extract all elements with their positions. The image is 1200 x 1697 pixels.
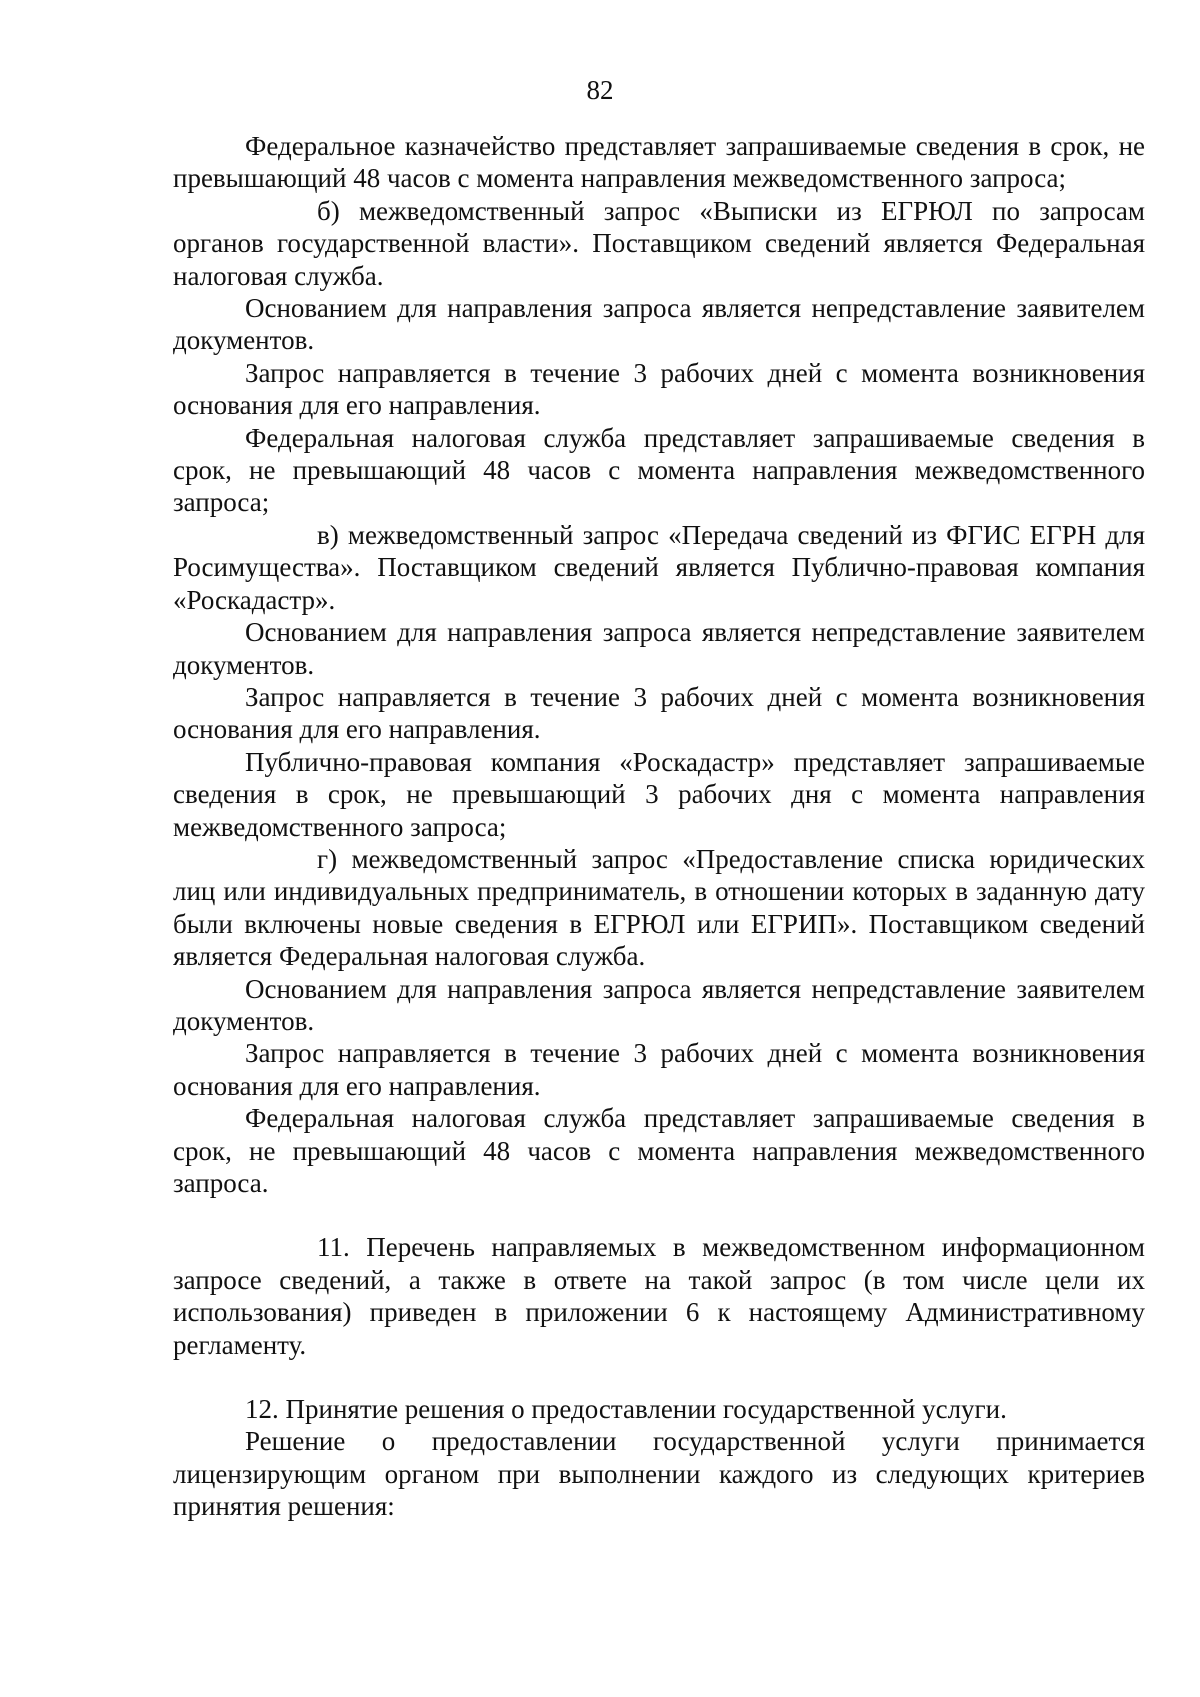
paragraph-text: Решение о предоставлении государственной услуги принимается лицензирующим органом при выполнении каждого из следующих критериев принятия решения: <box>173 1426 1145 1522</box>
paragraph-text: межведомственный запрос «Передача сведений из ФГИС ЕГРН для Росимущества». Поставщиком сведений является Публично-правовая компания «Роскадастр». <box>173 519 1146 615</box>
paragraph-text: Запрос направляется в течение 3 рабочих дней с момента возникновения основания для его направления. <box>173 681 1145 745</box>
paragraph-text: межведомственный запрос «Выписки из ЕГРЮЛ по запросам органов государственной власти». Поставщиком сведений является Федеральная налоговая служба. <box>173 195 1146 291</box>
paragraph-text: 12. Принятие решения о предоставлении государственной услуги. <box>245 1394 1007 1425</box>
section-number: 11. <box>317 1232 350 1263</box>
paragraph-list-item <box>173 843 1145 973</box>
paragraph-text: Основанием для направления запроса является непредставление заявителем документов. <box>173 617 1145 680</box>
list-item-label: б) <box>317 195 340 226</box>
paragraph-list-item <box>173 195 1145 292</box>
paragraph <box>173 616 1145 681</box>
paragraph <box>173 1102 1145 1199</box>
paragraph <box>173 681 1145 746</box>
section-paragraph-11 <box>173 1231 1145 1361</box>
paragraph-text: Запрос направляется в течение 3 рабочих дней с момента возникновения основания для его направления. <box>173 357 1145 421</box>
paragraph <box>173 292 1145 357</box>
paragraph-text: Федеральная налоговая служба представляет запрашиваемые сведения в срок, не превышающий 48 часов с момента направления межведомственного запроса; <box>173 422 1145 518</box>
paragraph-text: Публично-правовая компания «Роскадастр» представляет запрашиваемые сведения в срок, не превышающий 3 рабочих дня с момента направления межведомственного запроса; <box>173 746 1145 842</box>
paragraph-text: Запрос направляется в течение 3 рабочих дней с момента возникновения основания для его направления. <box>173 1038 1145 1101</box>
paragraph-list-item <box>173 519 1145 616</box>
paragraph <box>173 973 1145 1038</box>
paragraph <box>173 746 1145 843</box>
page-number: 82 <box>586 75 614 105</box>
section-heading-12 <box>173 1393 1145 1425</box>
list-item-label: г) <box>317 843 338 874</box>
list-item-label: в) <box>317 519 339 550</box>
paragraph-text: Основанием для направления запроса является непредставление заявителем документов. <box>173 973 1145 1036</box>
paragraph <box>173 422 1145 519</box>
paragraph <box>173 130 1145 195</box>
paragraph-text: Основанием для направления запроса является непредставление заявителем документов. <box>173 293 1145 356</box>
document-body <box>173 130 1145 1523</box>
paragraph <box>173 357 1145 422</box>
paragraph-text: межведомственный запрос «Предоставление списка юридических лиц или индивидуальных предприниматель, в отношении которых в заданную дату были включены новые сведения в ЕГРЮЛ или ЕГРИП». Поставщиком сведений является Федеральная налоговая служба. <box>173 843 1146 972</box>
paragraph-text: Федеральное казначейство представляет запрашиваемые сведения в срок, не превышающий 48 часов с момента направления межведомственного запроса; <box>173 131 1145 194</box>
paragraph <box>173 1037 1145 1102</box>
paragraph <box>173 1425 1145 1522</box>
paragraph-text: Перечень направляемых в межведомственном информационном запросе сведений, а также в ответе на такой запрос (в том числе цели их использования) приведен в приложении 6 к настоящему Административному регламенту. <box>173 1232 1145 1360</box>
paragraph-text: Федеральная налоговая служба представляет запрашиваемые сведения в срок, не превышающий 48 часов с момента направления межведомственного запроса. <box>173 1103 1145 1198</box>
